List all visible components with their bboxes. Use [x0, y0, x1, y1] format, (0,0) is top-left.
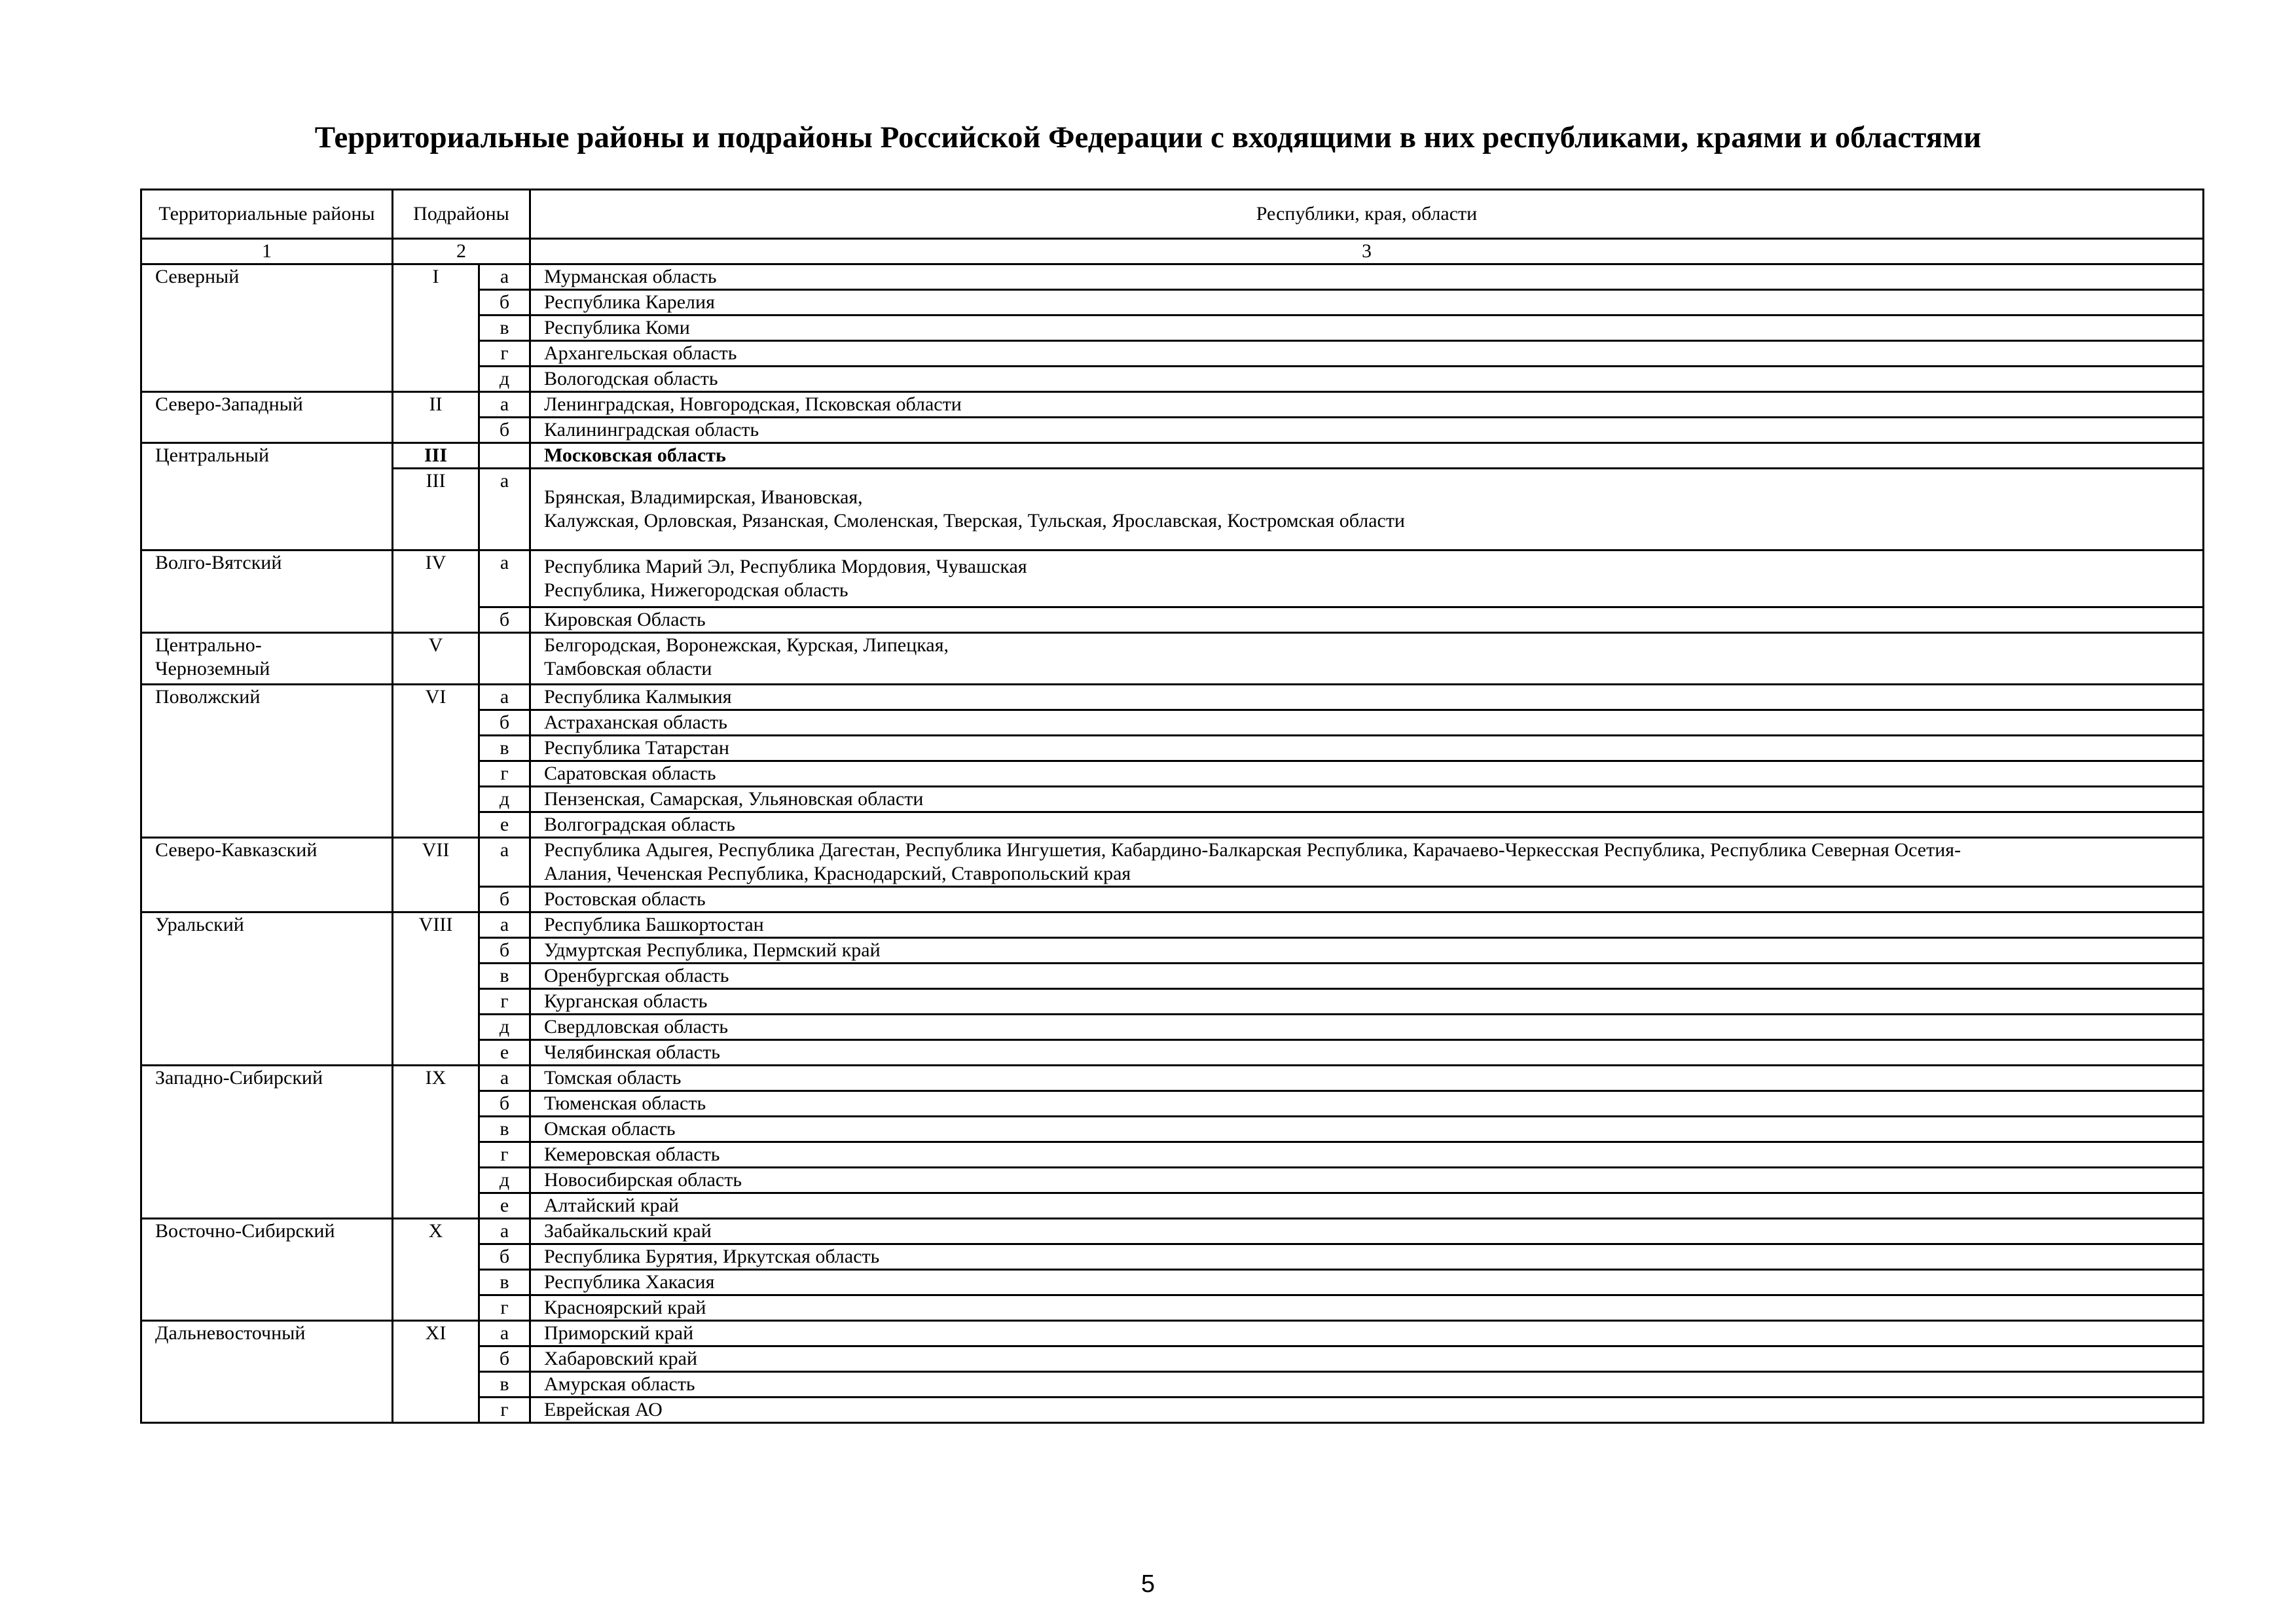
subject-cell: Республика Бурятия, Иркутская область [530, 1244, 2204, 1270]
table-row [141, 685, 2204, 710]
subregion-letter: е [479, 1040, 530, 1066]
subregion-numeral: XI [393, 1321, 479, 1423]
subject-cell [530, 469, 2204, 550]
subregion-numeral: III [393, 443, 479, 469]
subject-cell: Республика Татарстан [530, 736, 2204, 761]
page-number: 5 [1140, 1570, 1156, 1598]
table-row [141, 1066, 2204, 1091]
subregion-letter: в [479, 316, 530, 341]
subject-cell: Астраханская область [530, 710, 2204, 736]
subregion-letter: е [479, 812, 530, 838]
subregion-letter: б [479, 418, 530, 443]
subregion-letter: а [479, 392, 530, 418]
subject-cell: Еврейская АО [530, 1398, 2204, 1423]
subject-cell: Волгоградская область [530, 812, 2204, 838]
subregion-numeral: VI [393, 685, 479, 838]
subregion-numeral: X [393, 1219, 479, 1321]
subject-cell: Тюменская область [530, 1091, 2204, 1117]
region-cell: Северо-Кавказский [141, 838, 393, 912]
subregion-letter: в [479, 1372, 530, 1398]
subject-cell: Омская область [530, 1117, 2204, 1142]
column-number-2: 2 [393, 239, 530, 264]
subregion-letter: в [479, 1117, 530, 1142]
subject-cell: Томская область [530, 1066, 2204, 1091]
subregion-numeral: VIII [393, 912, 479, 1066]
region-cell: Северо-Западный [141, 392, 393, 443]
subregion-letter: б [479, 607, 530, 633]
region-cell: Дальневосточный [141, 1321, 393, 1423]
subregion-numeral: II [393, 392, 479, 443]
subregion-letter: б [479, 710, 530, 736]
subregion-letter: а [479, 1066, 530, 1091]
subregion-letter: а [479, 685, 530, 710]
subregion-letter: а [479, 912, 530, 938]
subregion-numeral: III [393, 469, 479, 550]
regions-table [140, 189, 2204, 1424]
table-row [141, 912, 2204, 938]
subregion-letter: д [479, 1015, 530, 1040]
region-cell: Поволжский [141, 685, 393, 838]
subject-cell: Саратовская область [530, 761, 2204, 787]
subject-cell: Хабаровский край [530, 1346, 2204, 1372]
header-territorial-regions: Территориальные районы [141, 190, 393, 239]
subject-line: Тамбовская области [544, 658, 712, 679]
region-cell [141, 633, 393, 685]
subject-cell [530, 838, 2204, 887]
table-row [141, 392, 2204, 418]
table-row [141, 1219, 2204, 1244]
table-row [141, 633, 2204, 685]
subject-cell: Ленинградская, Новгородская, Псковская области [530, 392, 2204, 418]
subject-cell: Алтайский край [530, 1193, 2204, 1219]
region-cell: Уральский [141, 912, 393, 1066]
subregion-letter: д [479, 367, 530, 392]
subject-line: Белгородская, Воронежская, Курская, Липецкая, [544, 634, 949, 656]
subregion-numeral: IX [393, 1066, 479, 1219]
subject-cell: Республика Калмыкия [530, 685, 2204, 710]
subregion-numeral: IV [393, 550, 479, 633]
region-cell: Северный [141, 264, 393, 392]
subregion-letter: г [479, 761, 530, 787]
subregion-letter: б [479, 1091, 530, 1117]
subregion-letter: г [479, 1398, 530, 1423]
subregion-letter: а [479, 264, 530, 290]
subject-cell: Амурская область [530, 1372, 2204, 1398]
subject-cell: Ростовская область [530, 887, 2204, 912]
region-cell: Центральный [141, 443, 393, 550]
subject-cell: Удмуртская Республика, Пермский край [530, 938, 2204, 964]
subregion-letter: г [479, 1142, 530, 1168]
header-row [141, 190, 2204, 239]
subject-cell: Новосибирская область [530, 1168, 2204, 1193]
subregion-numeral: V [393, 633, 479, 685]
region-line: Черноземный [155, 658, 270, 679]
column-number-3: 3 [530, 239, 2204, 264]
subject-line: Брянская, Владимирская, Ивановская, [544, 486, 863, 508]
subject-cell [530, 633, 2204, 685]
header-subregions: Подрайоны [393, 190, 530, 239]
page-title: Территориальные районы и подрайоны Российской Федерации с входящими в них республиками, краями и областями [314, 120, 1982, 154]
region-line: Центрально- [155, 634, 262, 656]
subregion-letter: д [479, 787, 530, 812]
subregion-letter: а [479, 469, 530, 550]
subject-cell [530, 550, 2204, 607]
subregion-letter: б [479, 887, 530, 912]
subregion-letter: д [479, 1168, 530, 1193]
subject-cell: Вологодская область [530, 367, 2204, 392]
table-row [141, 1321, 2204, 1346]
subject-line: Калужская, Орловская, Рязанская, Смоленская, Тверская, Тульская, Ярославская, Костромская области [544, 510, 1405, 532]
subject-cell: Кемеровская область [530, 1142, 2204, 1168]
subregion-letter: б [479, 1244, 530, 1270]
region-cell: Волго-Вятский [141, 550, 393, 633]
subregion-letter: г [479, 1295, 530, 1321]
subject-line: Республика Марий Эл, Республика Мордовия, Чувашская [544, 556, 1027, 577]
subregion-letter: б [479, 1346, 530, 1372]
subject-cell: Республика Башкортостан [530, 912, 2204, 938]
subregion-numeral: VII [393, 838, 479, 912]
subregion-letter: е [479, 1193, 530, 1219]
subregion-letter: а [479, 1321, 530, 1346]
subregion-letter: г [479, 341, 530, 367]
subregion-letter [479, 443, 530, 469]
subject-line: Алания, Чеченская Республика, Краснодарский, Ставропольский края [544, 863, 1131, 884]
subject-cell: Московская область [530, 443, 2204, 469]
subject-cell: Республика Хакасия [530, 1270, 2204, 1295]
subregion-letter: г [479, 989, 530, 1015]
subject-cell: Свердловская область [530, 1015, 2204, 1040]
subject-cell: Республика Карелия [530, 290, 2204, 316]
subject-cell: Архангельская область [530, 341, 2204, 367]
subject-cell: Пензенская, Самарская, Ульяновская области [530, 787, 2204, 812]
subregion-letter: б [479, 938, 530, 964]
table-row [141, 550, 2204, 607]
subject-cell: Калининградская область [530, 418, 2204, 443]
region-cell: Восточно-Сибирский [141, 1219, 393, 1321]
subregion-numeral: I [393, 264, 479, 392]
table-row [141, 469, 2204, 550]
subject-line: Республика Адыгея, Республика Дагестан, Республика Ингушетия, Кабардино-Балкарская Республика, Карачаево-Черкесская Республика, Республика Северная Осетия- [544, 839, 1961, 861]
subject-cell: Кировская Область [530, 607, 2204, 633]
subject-cell: Мурманская область [530, 264, 2204, 290]
subregion-letter: а [479, 838, 530, 887]
subject-cell: Курганская область [530, 989, 2204, 1015]
column-number-row [141, 239, 2204, 264]
header-republics: Республики, края, области [530, 190, 2204, 239]
subject-cell: Челябинская область [530, 1040, 2204, 1066]
subject-cell: Оренбургская область [530, 964, 2204, 989]
subregion-letter: а [479, 1219, 530, 1244]
table-row [141, 443, 2204, 469]
column-number-1: 1 [141, 239, 393, 264]
table-row [141, 264, 2204, 290]
table-row [141, 838, 2204, 887]
subject-cell: Приморский край [530, 1321, 2204, 1346]
subregion-letter: в [479, 1270, 530, 1295]
subject-cell: Забайкальский край [530, 1219, 2204, 1244]
subregion-letter: а [479, 550, 530, 607]
subregion-letter: б [479, 290, 530, 316]
region-cell: Западно-Сибирский [141, 1066, 393, 1219]
subregion-letter [479, 633, 530, 685]
subject-cell: Красноярский край [530, 1295, 2204, 1321]
subregion-letter: в [479, 964, 530, 989]
subject-cell: Республика Коми [530, 316, 2204, 341]
subregion-letter: в [479, 736, 530, 761]
subject-line: Республика, Нижегородская область [544, 579, 848, 601]
